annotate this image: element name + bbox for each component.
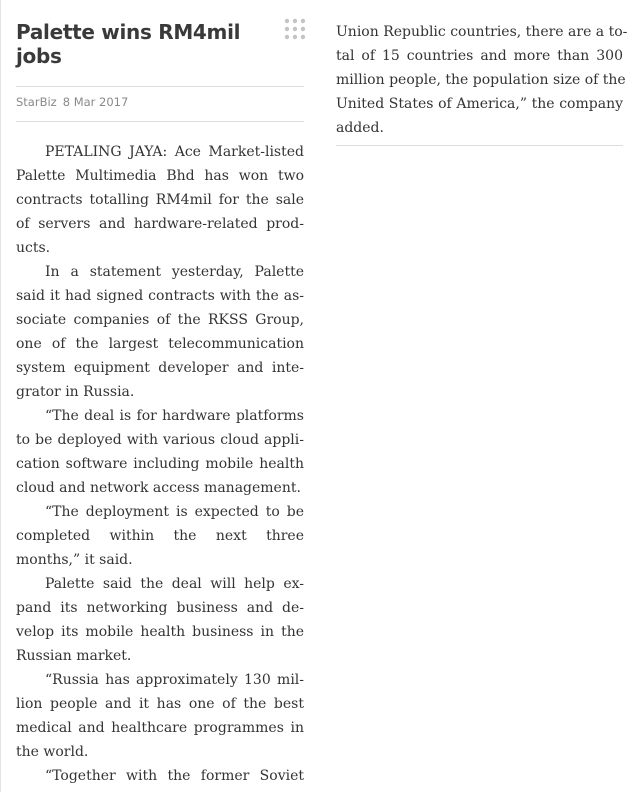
body-line: completed within the next three: [16, 528, 304, 544]
meta-divider-bottom: [16, 121, 304, 122]
article-source: StarBiz: [16, 95, 57, 109]
body-line: sociate companies of the RKSS Group,: [16, 312, 304, 328]
body-line: ucts.: [16, 240, 51, 256]
article-end-divider: [336, 145, 623, 146]
article-body: [16, 140, 304, 788]
body-line: months,” it said.: [16, 552, 133, 568]
article-headline: Palette wins RM4mil jobs: [16, 20, 241, 68]
body-line: velop its mobile health business in the: [16, 624, 304, 640]
body-line: medical and healthcare programmes in: [16, 720, 304, 736]
body-line: United States of America,” the company: [336, 96, 623, 112]
body-line: the world.: [16, 744, 89, 760]
article-meta: [16, 95, 128, 109]
body-line: to be deployed with various cloud appli-: [16, 432, 304, 448]
body-line: “Russia has approximately 130 mil-: [45, 672, 304, 688]
body-line: system equipment developer and inte-: [16, 360, 304, 376]
body-line: million people, the population size of the: [336, 72, 626, 88]
body-line: “The deal is for hardware platforms: [45, 408, 304, 424]
body-line: of servers and hardware-related prod-: [16, 216, 304, 232]
body-line: grator in Russia.: [16, 384, 135, 400]
body-line: Palette Multimedia Bhd has won two: [16, 168, 304, 184]
body-line: “Together with the former Soviet: [45, 768, 304, 784]
column-divider: [0, 0, 1, 792]
body-line: tal of 15 countries and more than 300: [336, 48, 623, 64]
body-line: “The deployment is expected to be: [45, 504, 304, 520]
article-body-continued: [336, 20, 628, 140]
body-line: contracts totalling RM4mil for the sale: [16, 192, 304, 208]
body-line: said it had signed contracts with the as-: [16, 288, 304, 304]
body-line: PETALING JAYA: Ace Market-listed: [45, 144, 304, 160]
body-line: pand its networking business and de-: [16, 600, 304, 616]
body-line: Union Republic countries, there are a to-: [336, 24, 628, 40]
body-line: one of the largest telecommunication: [16, 336, 304, 352]
meta-divider-top: [16, 86, 304, 87]
body-line: Russian market.: [16, 648, 132, 664]
body-line: In a statement yesterday, Palette: [45, 264, 304, 280]
body-line: cation software including mobile health: [16, 456, 304, 472]
body-line: added.: [336, 120, 384, 136]
body-line: lion people and it has one of the best: [16, 696, 304, 712]
article-column-left: [16, 0, 304, 784]
article-date: 8 Mar 2017: [62, 95, 129, 109]
body-line: Palette said the deal will help ex-: [45, 576, 304, 592]
drag-handle-icon[interactable]: [283, 17, 307, 41]
body-line: cloud and network access management.: [16, 480, 301, 496]
